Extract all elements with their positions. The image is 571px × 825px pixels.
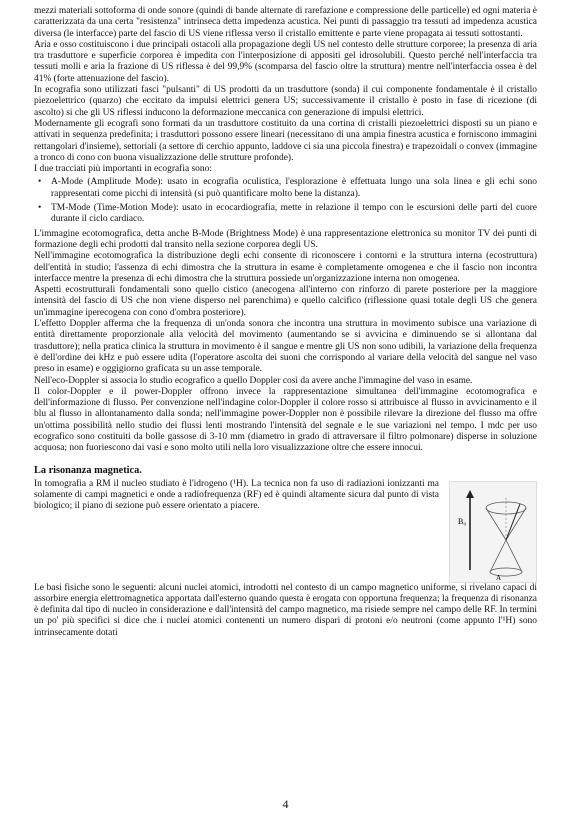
- b0-label: B₀: [458, 516, 467, 526]
- precession-figure: [449, 481, 537, 583]
- paragraph-doppler-effect: L'effetto Doppler afferma che la frequenza di un'onda sonora che incontra una struttura in movimento subisce una variazione di entità direttamente proporzionale alla velocità del movimento (aumentando se si avvicina e diminuendo se si allontana dal trasduttore); nella pratica clinica la struttura in movimento è il sangue e mentre gli US non sono udibili, la variazione della frequenza è dell'ordine dei kHz e può essere udita (l'operatore ascolta dei suoni che corrispondo al variare della velocità del sangue nel vaso preso in esame) e oggigiorno graficata su un asse temporale.: [34, 319, 537, 375]
- a-label: A: [496, 573, 502, 582]
- list-item-a-mode: • A-Mode (Amplitude Mode): usato in ecografia oculistica, l'esplorazione è effettuata lungo una sola linea e gli echi sono rappresentati come picchi di intensità (si può quantificare molto bene la distanza).: [34, 177, 537, 200]
- paragraph-air-bone: Aria e osso costituiscono i due principali ostacoli alla propagazione degli US nel contesto delle strutture corporee; la presenza di aria tra trasduttore e superficie corporea è impedita con l'interposizione di appositi gel idrosolubili. Questo perché nell'interfaccia tra tessuti molli e aria la frazione di US riflessa è del 99,9% (scomparsa del fascio oltre la struttura) mentre nell'interfaccia ossea è del 41% (forte attenuazione del fascio).: [34, 39, 537, 84]
- paragraph-color-power-doppler: Il color-Doppler e il power-Doppler offrono invece la rappresentazione simultanea dell'immagine ecotomografica e dell'informazione di flusso. Per convenzione nell'indagine color-Doppler il colore rosso si attribuisce al flusso in avvicinamento e il blu al flusso in allontanamento dalla sonda; nell'immagine power-Doppler non è possibile rilevare la direzione del flusso ma offre un'ottima possibilità nello studio dei flussi lenti mostrando l'intensità del segnale e le sue variazioni nel tempo. I mdc per uso ecografico sono costituiti da bolle gassose di 3-10 mm (diametro in grado di attraversare il filtro polmonare) disperse in soluzione acquosa; non fuoriescono dai vasi e sono molto utili nella loro visualizzazione oltre che essere innocui.: [34, 386, 537, 454]
- paragraph-cystic-calcific: Aspetti ecostrutturali fondamentali sono quello cistico (anecogena all'interno con rinforzo di parete posteriore per la maggiore intensità del fascio di US che non viene disperso nel parenchima) e quello calcifico (riflessione quasi totale degli US che genera un'immagine iperecogena con cono d'ombra posteriore).: [34, 285, 537, 318]
- mri-text: [34, 479, 439, 513]
- document-body: [34, 6, 537, 639]
- b0-arrow-head: [466, 490, 474, 498]
- lower-cone-rim: [490, 568, 522, 576]
- paragraph-transducers: Modernamente gli ecografi sono formati da un trasduttore costituito da una cortina di cristalli piezoelettrici disposti su un piano e attivati in sequenza predefinita; i trasduttori possono essere lineari (necessitano di una ampia finestra acustica e forniscono immagini rettangolari d'insieme), settoriali (a settore di cerchio appunto, laddove ci sia una piccola finestra) e trapezoidali o convex (immagine a tronco di cono con buona visualizzazione delle strutture profonde).: [34, 118, 537, 163]
- precession-diagram: [450, 482, 536, 582]
- section-title: La risonanza magnetica.: [34, 464, 142, 476]
- moment-vector: [506, 504, 520, 540]
- modes-list: [34, 177, 537, 225]
- paragraph-impedance: mezzi materiali sottoforma di onde sonore (quindi di bande alternate di rarefazione e compressione delle particelle) ed ogni materia è caratterizzata da una certa "resistenza" intrinseca detta impedenza acustica. Nei punti di passaggio tra tessuti ad impedenza acustica diversa (le interfacce) parte del fascio di US viene riflessa verso il cristallo emittente e parte viene propagata ai tessuti sottostanti.: [34, 6, 537, 39]
- upper-cone-right: [506, 508, 526, 540]
- paragraph-mri-intro: In tomografia a RM il nucleo studiato è l'idrogeno (¹H). La tecnica non fa uso di radiazioni ionizzanti ma solamente di campi magnetici e onde a radiofrequenza (RF) ed è quindi altamente sicura dal punto di vista biologico; il piano di sezione può essere orientato a piacere.: [34, 478, 439, 512]
- paragraph-traces-intro: I due tracciati più importanti in ecografia sono:: [34, 164, 212, 175]
- page-number: 4: [282, 797, 289, 811]
- mri-section: [34, 479, 537, 583]
- paragraph-echostructure: Nell'immagine ecotomografica la distribuzione degli echi consente di riconoscere i contorni e la struttura interna (ecostruttura) dell'entità in studio; l'assenza di echi dimostra che la struttura in esame è completamente omogenea e che il fascio non incontra interfacce mentre la presenza di echi dimostra che la struttura possiede un'organizzazione interna non omogenea.: [34, 251, 537, 284]
- list-item-tm-mode: • TM-Mode (Time-Motion Mode): usato in ecocardiografia, mette in relazione il tempo con le escursioni delle parti del cuore durante il ciclo cardiaco.: [34, 203, 537, 226]
- paragraph-pulsed-beams: In ecografia sono utilizzati fasci "pulsanti" di US prodotti da un trasduttore (sonda) il cui componente fondamentale è il cristallo piezoelettrico (quarzo) che eccitato da impulsi elettrici genera US; successivamente il cristallo è posto in fase di ricezione (di ascolto) si che gli US riflessi inducono la deformazione meccanica con generazione di impulsi elettrici.: [34, 85, 537, 118]
- upper-cone-left: [486, 508, 506, 540]
- lower-cone-right: [506, 540, 522, 572]
- paragraph-eco-doppler: Nell'eco-Doppler si associa lo studio ecografico a quello Doppler così da avere anche l'immagine del vaso in esame.: [34, 375, 473, 386]
- lower-cone-left: [490, 540, 506, 572]
- paragraph-b-mode: L'immagine ecotomografica, detta anche B-Mode (Brightness Mode) è una rappresentazione elettronica su monitor TV dei punti di formazione degli echi prodotti dal transito nella sezione corporea degli US.: [34, 228, 537, 250]
- paragraph-mri-physics: Le basi fisiche sono le seguenti: alcuni nuclei atomici, introdotti nel contesto di un campo magnetico uniforme, si rivelano capaci di assorbire energia elettromagnetica apportata dall'esterno quando questa è erogata con opportuna frequenza; la frequenza di risonanza è definita dal tipo di nucleo in considerazione e dall'intensità del campo magnetico, ma risiede sempre nel campo delle RF. In termini un po' più specifici si dice che i nuclei atomici contenenti un numero dispari di protoni e/o neutroni (come appunto l'¹H) sono intrinsecamente dotati: [34, 582, 537, 638]
